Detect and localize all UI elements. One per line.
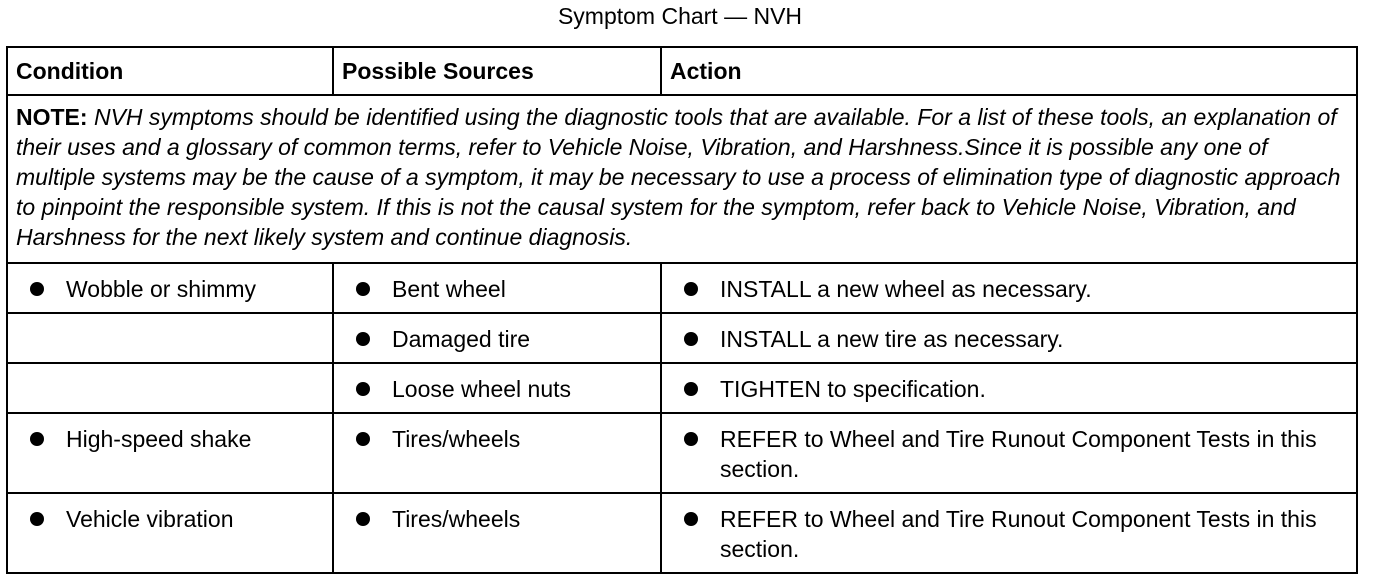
bullet-icon [684, 332, 698, 346]
action-item [684, 324, 1348, 354]
action-cell [661, 263, 1357, 313]
action-item [684, 504, 1348, 564]
action-cell [661, 363, 1357, 413]
action-cell [661, 413, 1357, 493]
bullet-icon [684, 382, 698, 396]
source-cell [333, 313, 661, 363]
source-cell [333, 493, 661, 573]
header-possible-sources: Possible Sources [333, 47, 661, 95]
bullet-icon [684, 512, 698, 526]
bullet-icon [30, 282, 44, 296]
note-row [7, 95, 1357, 263]
source-item [356, 324, 652, 354]
note-cell [7, 95, 1357, 263]
bullet-icon [30, 432, 44, 446]
condition-cell [7, 493, 333, 573]
condition-text: Vehicle vibration [66, 506, 234, 532]
action-cell [661, 313, 1357, 363]
bullet-icon [684, 432, 698, 446]
condition-cell-empty [7, 363, 333, 413]
source-text: Tires/wheels [392, 506, 521, 532]
bullet-icon [684, 282, 698, 296]
bullet-icon [356, 382, 370, 396]
source-item [356, 374, 652, 404]
bullet-icon [356, 282, 370, 296]
source-text: Bent wheel [392, 276, 506, 302]
bullet-icon [356, 432, 370, 446]
condition-item [30, 504, 324, 534]
table-row [7, 313, 1357, 363]
source-item [356, 424, 652, 454]
bullet-icon [30, 512, 44, 526]
condition-cell [7, 413, 333, 493]
action-item [684, 374, 1348, 404]
header-action: Action [661, 47, 1357, 95]
note-text: NVH symptoms should be identified using the diagnostic tools that are available. For a list of these tools, an explanation of their uses and a glossary of common terms, refer to Vehicle Noise, Vibration, and Harshness.Since it is possible any one of multiple systems may be the cause of a symptom, it may be necessary to use a process of elimination type of diagnostic approach to pinpoint the responsible system. If this is not the causal system for the symptom, refer back to Vehicle Noise, Vibration, and Harshness for the next likely system and continue diagnosis. [16, 104, 1341, 250]
action-text: REFER to Wheel and Tire Runout Component Tests in this section. [720, 426, 1317, 482]
action-text: REFER to Wheel and Tire Runout Component Tests in this section. [720, 506, 1317, 562]
source-cell [333, 413, 661, 493]
table-row [7, 413, 1357, 493]
condition-text: Wobble or shimmy [66, 276, 257, 302]
header-condition: Condition [7, 47, 333, 95]
action-item [684, 274, 1348, 304]
source-cell [333, 263, 661, 313]
action-text: INSTALL a new tire as necessary. [720, 326, 1064, 352]
condition-item [30, 274, 324, 304]
symptom-chart-table [6, 46, 1358, 574]
source-text: Damaged tire [392, 326, 531, 352]
source-text: Loose wheel nuts [392, 376, 572, 402]
table-row [7, 263, 1357, 313]
condition-item [30, 424, 324, 454]
source-cell [333, 363, 661, 413]
note-label: NOTE: [16, 104, 88, 130]
table-row [7, 493, 1357, 573]
source-text: Tires/wheels [392, 426, 521, 452]
condition-cell [7, 263, 333, 313]
condition-text: High-speed shake [66, 426, 252, 452]
action-text: TIGHTEN to specification. [720, 376, 986, 402]
chart-title: Symptom Chart — NVH [557, 3, 803, 29]
bullet-icon [356, 512, 370, 526]
bullet-icon [356, 332, 370, 346]
action-item [684, 424, 1348, 484]
source-item [356, 504, 652, 534]
action-text: INSTALL a new wheel as necessary. [720, 276, 1092, 302]
table-row [7, 363, 1357, 413]
condition-cell-empty [7, 313, 333, 363]
source-item [356, 274, 652, 304]
header-row [7, 47, 1357, 95]
action-cell [661, 493, 1357, 573]
